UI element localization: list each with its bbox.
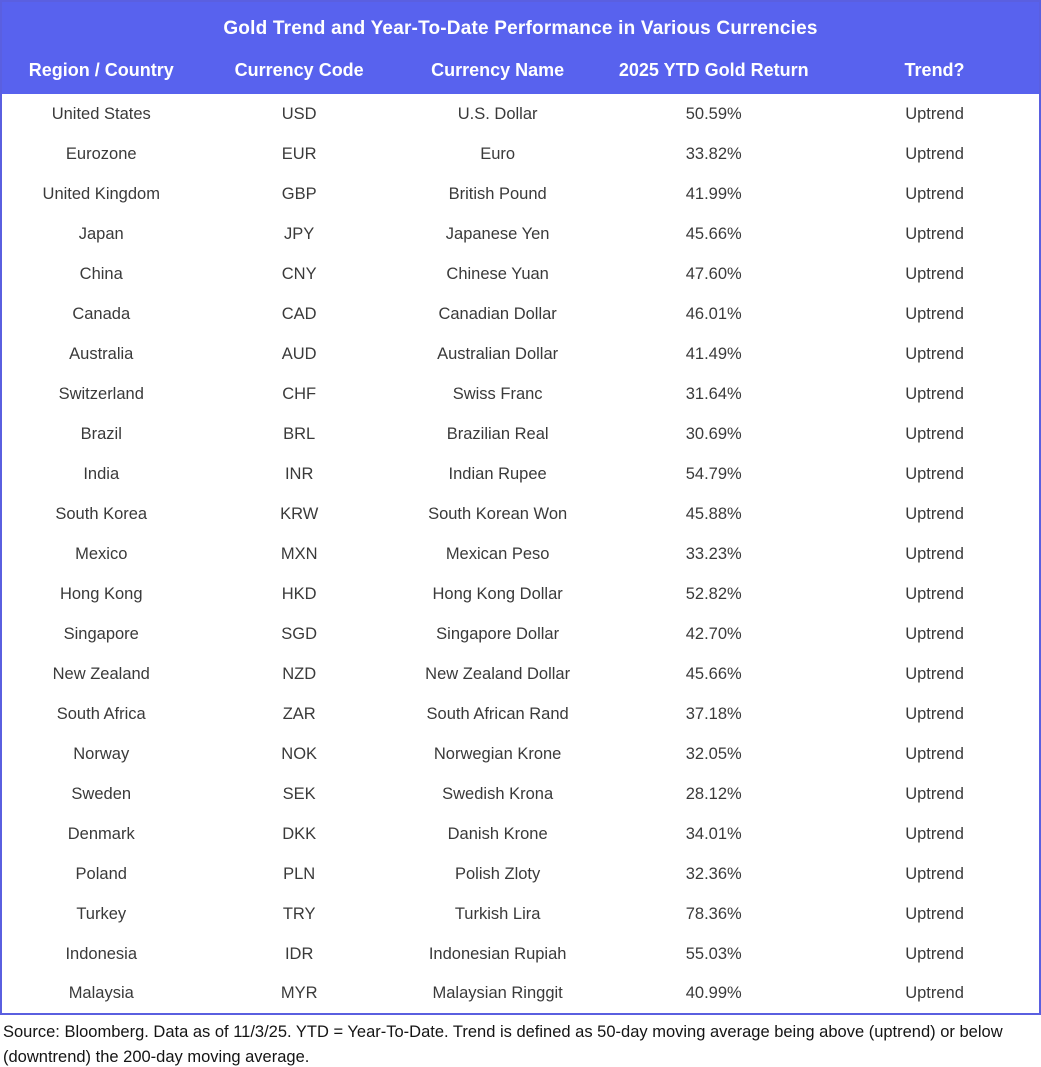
cell-region-country: New Zealand (1, 654, 200, 694)
cell-currency-name: Norwegian Krone (398, 734, 597, 774)
cell-currency-code: EUR (200, 134, 397, 174)
cell-trend: Uptrend (830, 574, 1040, 614)
table-row (1, 454, 1040, 494)
table-row (1, 294, 1040, 334)
cell-currency-code: INR (200, 454, 397, 494)
table-row (1, 854, 1040, 894)
cell-currency-code: DKK (200, 814, 397, 854)
cell-currency-code: HKD (200, 574, 397, 614)
cell-trend: Uptrend (830, 694, 1040, 734)
column-header-ytd-return: 2025 YTD Gold Return (597, 51, 830, 94)
cell-trend: Uptrend (830, 614, 1040, 654)
cell-region-country: Turkey (1, 894, 200, 934)
cell-ytd-return: 32.36% (597, 854, 830, 894)
cell-currency-code: AUD (200, 334, 397, 374)
table-header (1, 1, 1040, 94)
cell-trend: Uptrend (830, 334, 1040, 374)
table-row (1, 734, 1040, 774)
cell-currency-code: IDR (200, 934, 397, 974)
cell-currency-code: GBP (200, 174, 397, 214)
source-note: Source: Bloomberg. Data as of 11/3/25. YTD = Year-To-Date. Trend is defined as 50-day moving average being above (uptrend) or below (downtrend) the 200-day moving average. (3, 1023, 1003, 1066)
cell-trend: Uptrend (830, 974, 1040, 1014)
table-row (1, 774, 1040, 814)
cell-currency-name: Mexican Peso (398, 534, 597, 574)
cell-currency-name: Swedish Krona (398, 774, 597, 814)
cell-currency-name: South Korean Won (398, 494, 597, 534)
cell-currency-name: Polish Zloty (398, 854, 597, 894)
cell-currency-name: Malaysian Ringgit (398, 974, 597, 1014)
cell-region-country: Switzerland (1, 374, 200, 414)
cell-trend: Uptrend (830, 654, 1040, 694)
table-row (1, 414, 1040, 454)
cell-ytd-return: 31.64% (597, 374, 830, 414)
table-row (1, 814, 1040, 854)
cell-currency-code: USD (200, 94, 397, 134)
cell-trend: Uptrend (830, 814, 1040, 854)
table-row (1, 254, 1040, 294)
table-row (1, 174, 1040, 214)
cell-trend: Uptrend (830, 734, 1040, 774)
table-row (1, 94, 1040, 134)
cell-currency-code: PLN (200, 854, 397, 894)
cell-currency-code: CHF (200, 374, 397, 414)
cell-currency-code: NZD (200, 654, 397, 694)
cell-ytd-return: 33.82% (597, 134, 830, 174)
cell-region-country: Denmark (1, 814, 200, 854)
cell-ytd-return: 41.99% (597, 174, 830, 214)
cell-currency-code: BRL (200, 414, 397, 454)
cell-region-country: Hong Kong (1, 574, 200, 614)
cell-ytd-return: 42.70% (597, 614, 830, 654)
table-row (1, 214, 1040, 254)
cell-currency-name: Chinese Yuan (398, 254, 597, 294)
cell-ytd-return: 32.05% (597, 734, 830, 774)
cell-trend: Uptrend (830, 774, 1040, 814)
cell-ytd-return: 45.66% (597, 214, 830, 254)
cell-region-country: Indonesia (1, 934, 200, 974)
table-body (1, 94, 1040, 1014)
title-row (1, 1, 1040, 51)
cell-ytd-return: 33.23% (597, 534, 830, 574)
table-row (1, 334, 1040, 374)
cell-currency-name: British Pound (398, 174, 597, 214)
cell-ytd-return: 45.88% (597, 494, 830, 534)
cell-ytd-return: 28.12% (597, 774, 830, 814)
cell-ytd-return: 55.03% (597, 934, 830, 974)
cell-trend: Uptrend (830, 174, 1040, 214)
cell-ytd-return: 34.01% (597, 814, 830, 854)
cell-currency-code: MYR (200, 974, 397, 1014)
cell-region-country: Sweden (1, 774, 200, 814)
cell-currency-code: ZAR (200, 694, 397, 734)
cell-currency-name: Indian Rupee (398, 454, 597, 494)
cell-trend: Uptrend (830, 254, 1040, 294)
cell-trend: Uptrend (830, 414, 1040, 454)
cell-region-country: India (1, 454, 200, 494)
cell-ytd-return: 30.69% (597, 414, 830, 454)
table-row (1, 374, 1040, 414)
cell-trend: Uptrend (830, 934, 1040, 974)
cell-region-country: Mexico (1, 534, 200, 574)
cell-ytd-return: 45.66% (597, 654, 830, 694)
cell-region-country: Eurozone (1, 134, 200, 174)
cell-currency-name: Japanese Yen (398, 214, 597, 254)
cell-currency-code: MXN (200, 534, 397, 574)
cell-region-country: China (1, 254, 200, 294)
cell-currency-code: NOK (200, 734, 397, 774)
cell-region-country: United Kingdom (1, 174, 200, 214)
cell-region-country: Japan (1, 214, 200, 254)
column-header-currency-name: Currency Name (398, 51, 597, 94)
cell-currency-code: SGD (200, 614, 397, 654)
column-header-row (1, 51, 1040, 94)
cell-region-country: Canada (1, 294, 200, 334)
cell-trend: Uptrend (830, 894, 1040, 934)
cell-currency-name: Turkish Lira (398, 894, 597, 934)
cell-trend: Uptrend (830, 494, 1040, 534)
cell-currency-name: Euro (398, 134, 597, 174)
table-row (1, 654, 1040, 694)
cell-region-country: Norway (1, 734, 200, 774)
cell-currency-name: U.S. Dollar (398, 94, 597, 134)
table-row (1, 974, 1040, 1014)
cell-currency-name: Brazilian Real (398, 414, 597, 454)
table-row (1, 934, 1040, 974)
cell-ytd-return: 50.59% (597, 94, 830, 134)
cell-ytd-return: 78.36% (597, 894, 830, 934)
table-row (1, 534, 1040, 574)
table-row (1, 694, 1040, 734)
table-row (1, 894, 1040, 934)
table-title: Gold Trend and Year-To-Date Performance in Various Currencies (1, 1, 1040, 51)
cell-currency-name: Australian Dollar (398, 334, 597, 374)
cell-ytd-return: 37.18% (597, 694, 830, 734)
cell-currency-code: TRY (200, 894, 397, 934)
cell-ytd-return: 40.99% (597, 974, 830, 1014)
cell-trend: Uptrend (830, 134, 1040, 174)
cell-currency-name: South African Rand (398, 694, 597, 734)
cell-ytd-return: 46.01% (597, 294, 830, 334)
cell-region-country: Poland (1, 854, 200, 894)
cell-currency-name: Canadian Dollar (398, 294, 597, 334)
cell-currency-name: Swiss Franc (398, 374, 597, 414)
cell-currency-name: Danish Krone (398, 814, 597, 854)
cell-currency-code: SEK (200, 774, 397, 814)
cell-trend: Uptrend (830, 294, 1040, 334)
cell-region-country: South Africa (1, 694, 200, 734)
cell-region-country: Australia (1, 334, 200, 374)
cell-currency-code: CAD (200, 294, 397, 334)
cell-currency-name: Hong Kong Dollar (398, 574, 597, 614)
cell-ytd-return: 54.79% (597, 454, 830, 494)
cell-currency-name: Indonesian Rupiah (398, 934, 597, 974)
cell-region-country: United States (1, 94, 200, 134)
cell-ytd-return: 47.60% (597, 254, 830, 294)
cell-trend: Uptrend (830, 534, 1040, 574)
cell-ytd-return: 52.82% (597, 574, 830, 614)
cell-currency-name: Singapore Dollar (398, 614, 597, 654)
cell-region-country: South Korea (1, 494, 200, 534)
cell-ytd-return: 41.49% (597, 334, 830, 374)
cell-currency-code: CNY (200, 254, 397, 294)
column-header-currency-code: Currency Code (200, 51, 397, 94)
cell-trend: Uptrend (830, 94, 1040, 134)
table-row (1, 134, 1040, 174)
column-header-region-country: Region / Country (1, 51, 200, 94)
table-row (1, 494, 1040, 534)
cell-trend: Uptrend (830, 374, 1040, 414)
cell-currency-code: JPY (200, 214, 397, 254)
cell-currency-code: KRW (200, 494, 397, 534)
cell-currency-name: New Zealand Dollar (398, 654, 597, 694)
cell-trend: Uptrend (830, 854, 1040, 894)
column-header-trend: Trend? (830, 51, 1040, 94)
cell-trend: Uptrend (830, 454, 1040, 494)
table-row (1, 574, 1040, 614)
cell-region-country: Singapore (1, 614, 200, 654)
cell-region-country: Malaysia (1, 974, 200, 1014)
cell-region-country: Brazil (1, 414, 200, 454)
cell-trend: Uptrend (830, 214, 1040, 254)
table-row (1, 614, 1040, 654)
